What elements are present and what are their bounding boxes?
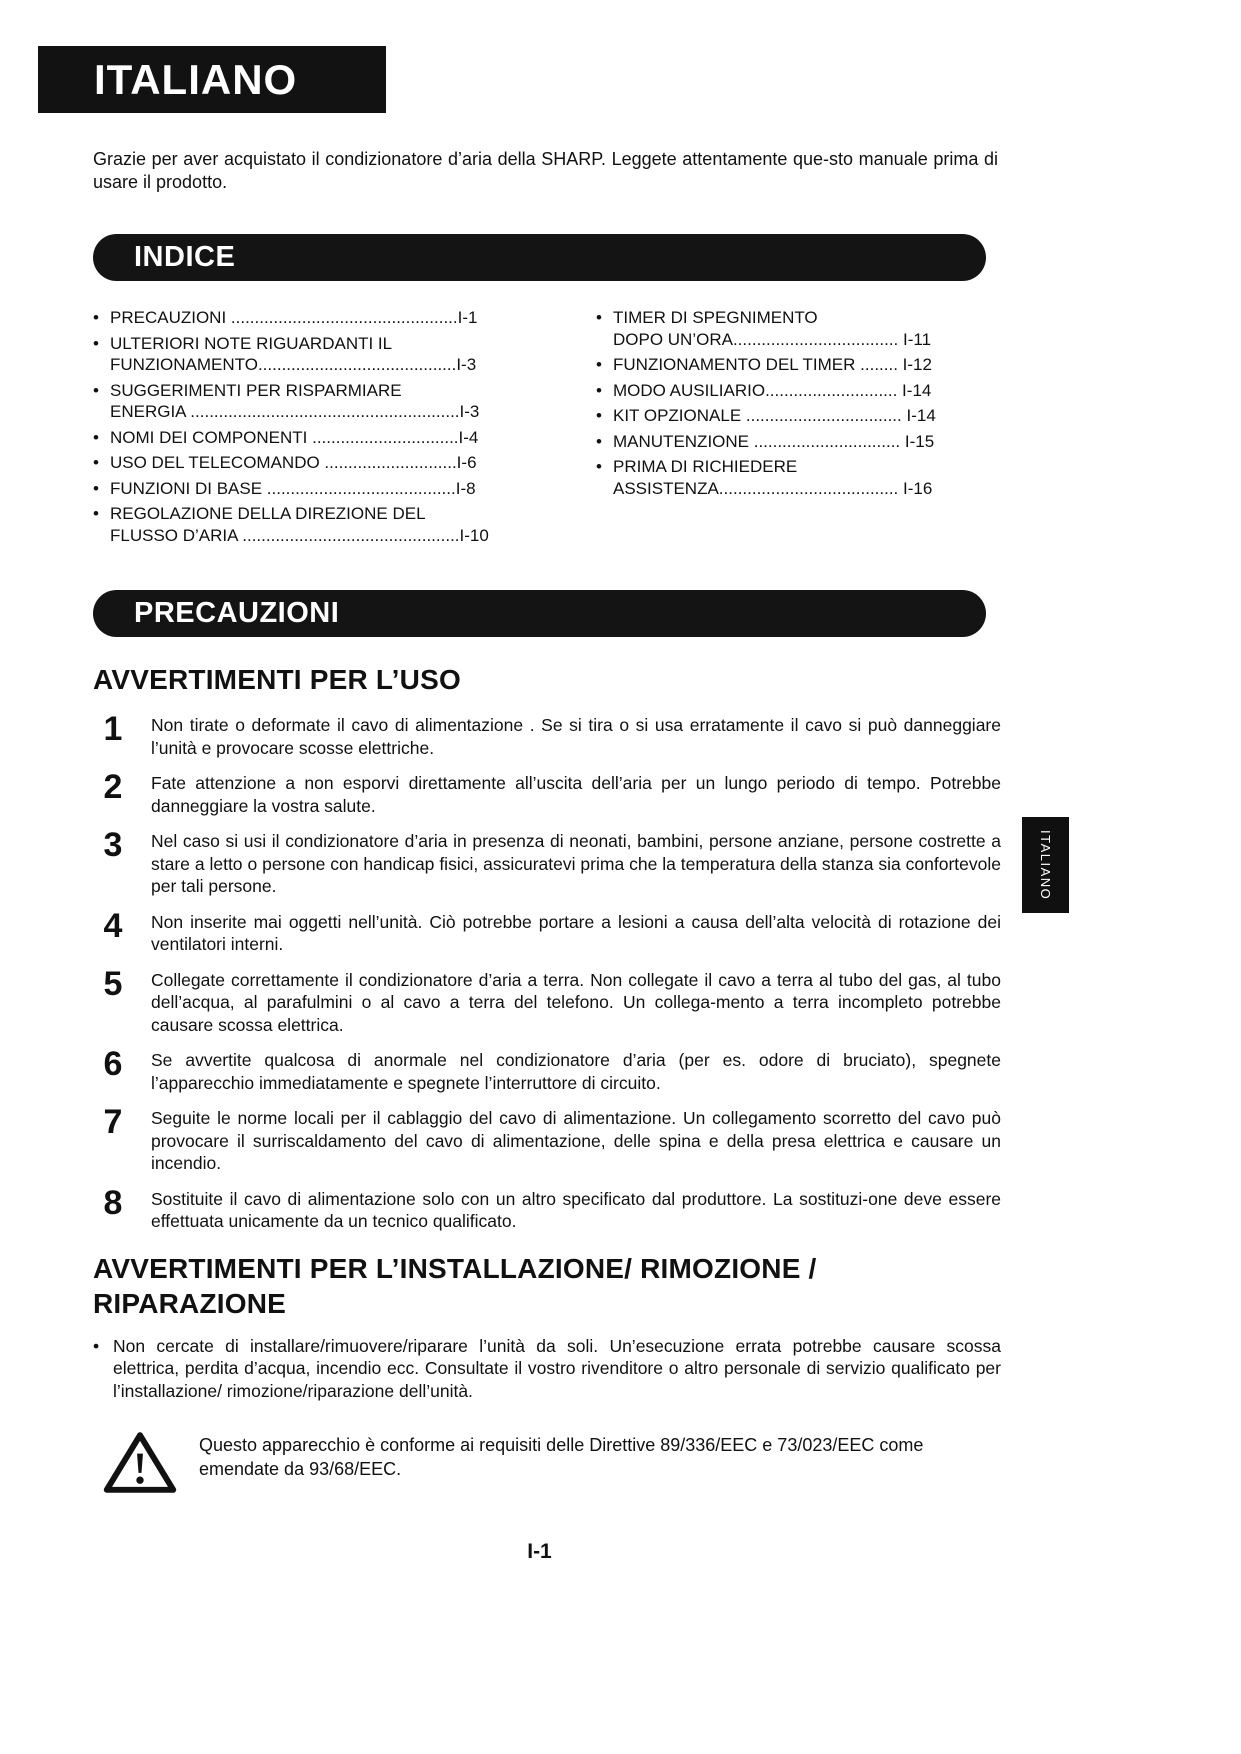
toc-right-column <box>596 307 996 550</box>
toc-line: ENERGIA .........................................................I-3 <box>110 402 480 421</box>
toc-line: PRECAUZIONI ................................................I-1 <box>110 308 478 327</box>
toc-item-timer-spegnimento <box>596 307 996 350</box>
precaution-item-4 <box>93 906 1001 956</box>
precaution-text: Seguite le norme locali per il cablaggio del cavo di alimentazione. Un collegamento scorretto del cavo può provocare il surriscaldamento del cavo di alimentazione, delle spina e della presa elettrica e causare un incendio. <box>151 1108 1001 1173</box>
precaution-item-8 <box>93 1183 1001 1233</box>
toc-item-kit-opzionale <box>596 405 996 427</box>
install-warning-paragraph <box>93 1335 1001 1403</box>
language-banner-label: ITALIANO <box>94 55 298 103</box>
side-tab-label: ITALIANO <box>1038 829 1053 901</box>
toc-line: REGOLAZIONE DELLA DIREZIONE DEL <box>110 504 426 523</box>
toc-text <box>110 427 596 449</box>
toc-line: FLUSSO D’ARIA ..............................................I-10 <box>110 525 489 545</box>
precaution-text: Nel caso si usi il condizionatore d’aria in presenza di neonati, bambini, persone anziane, persone costrette a stare a letto o persone con handicap fisici, assicuratevi prima che la temperatura della stanza sia confortevole per tali persone. <box>151 831 1001 896</box>
precaution-number: 3 <box>103 826 123 864</box>
indice-section-bar <box>93 234 986 281</box>
bullet-icon: • <box>93 380 99 400</box>
toc-text <box>110 452 596 474</box>
toc-line: FUNZIONAMENTO..........................................I-3 <box>110 355 477 374</box>
toc-text <box>613 456 996 499</box>
toc-line: MANUTENZIONE ............................... I-15 <box>613 431 935 451</box>
bullet-icon: • <box>93 504 99 523</box>
toc-text <box>110 333 596 376</box>
precaution-item-2 <box>93 768 1001 817</box>
toc-item-funzioni-base <box>93 478 596 500</box>
toc-text <box>613 307 996 350</box>
precaution-number: 4 <box>103 906 123 945</box>
toc-item-funzionamento-timer <box>596 354 996 376</box>
precaution-item-6 <box>93 1045 1001 1094</box>
toc-line: KIT OPZIONALE ................................. I-14 <box>613 406 936 425</box>
toc-line: NOMI DEI COMPONENTI ...............................I-4 <box>110 427 479 447</box>
bullet-icon: • <box>93 478 99 498</box>
bullet-icon: • <box>596 355 602 374</box>
toc-line: ULTERIORI NOTE RIGUARDANTI IL <box>110 333 393 353</box>
precaution-number: 1 <box>103 710 123 748</box>
toc-item-ulteriori-note <box>93 333 596 376</box>
bullet-icon: • <box>93 333 99 353</box>
precaution-item-5 <box>93 964 1001 1037</box>
bullet-icon: • <box>596 380 602 400</box>
toc-line: DOPO UN’ORA................................... I-11 <box>613 329 932 349</box>
precaution-number: 8 <box>103 1183 123 1222</box>
compliance-note <box>93 1430 1001 1500</box>
precaution-item-7 <box>93 1103 1001 1175</box>
precaution-number: 5 <box>103 964 123 1003</box>
bullet-icon: • <box>596 406 602 425</box>
precaution-item-3 <box>93 826 1001 898</box>
precaution-number: 7 <box>103 1103 123 1141</box>
toc-line: USO DEL TELECOMANDO ............................I-6 <box>110 453 477 472</box>
toc-item-modo-ausiliario <box>596 380 996 402</box>
bullet-icon: • <box>93 1335 100 1356</box>
intro-paragraph: Grazie per aver acquistato il condizionatore d’aria della SHARP. Leggete attentamente que-sto manuale prima di usare il prodotto. <box>93 149 998 192</box>
toc-line: SUGGERIMENTI PER RISPARMIARE <box>110 380 402 400</box>
warning-triangle-icon <box>103 1430 181 1500</box>
precaution-text: Fate attenzione a non esporvi direttamente all’uscita dell’aria per un lungo periodo di tempo. Potrebbe danneggiare la vostra salute. <box>151 773 1001 816</box>
toc-line: ASSISTENZA...................................... I-16 <box>613 478 933 498</box>
toc-text <box>613 380 996 402</box>
toc-left-column <box>93 307 596 550</box>
toc-item-regolazione-flusso <box>93 503 596 546</box>
page-content <box>93 148 1001 1564</box>
warning-triangle-svg <box>103 1430 177 1495</box>
toc-item-precauzioni <box>93 307 596 329</box>
compliance-text: Questo apparecchio è conforme ai requisiti delle Direttive 89/336/EEC e 73/023/EEC come emendate da 93/68/EEC. <box>199 1435 924 1479</box>
toc-text <box>613 354 996 376</box>
bullet-icon: • <box>596 308 602 327</box>
bullet-icon: • <box>93 308 99 327</box>
toc-line: TIMER DI SPEGNIMENTO <box>613 308 818 327</box>
precaution-number: 2 <box>103 768 123 806</box>
precauzioni-title: PRECAUZIONI <box>134 597 340 629</box>
toc-line: PRIMA DI RICHIEDERE <box>613 457 798 476</box>
toc-item-telecomando <box>93 452 596 474</box>
bullet-icon: • <box>596 457 602 476</box>
precaution-text: Se avvertite qualcosa di anormale nel condizionatore d’aria (per es. odore di bruciato), spegnete l’apparecchio immediatamente e spegnete l’interruttore di circuito. <box>151 1050 1001 1093</box>
toc-text <box>110 478 596 500</box>
toc-text <box>613 405 996 427</box>
install-heading: AVVERTIMENTI PER L’INSTALLAZIONE/ RIMOZIONE / RIPARAZIONE <box>93 1252 817 1319</box>
toc-item-prima-richiedere <box>596 456 996 499</box>
install-warning-text: Non cercate di installare/rimuovere/riparare l’unità da soli. Un’esecuzione errata potrebbe causare scossa elettrica, perdita d’acqua, incendio ecc. Consultate il vostro rivenditore o altro personale di servizio qualificato per l’installazione/ rimozione/riparazione dell’unità. <box>113 1335 1001 1401</box>
language-banner <box>38 46 386 113</box>
toc-item-manutenzione <box>596 431 996 453</box>
side-tab-italiano <box>1022 817 1069 913</box>
precaution-number: 6 <box>103 1045 123 1083</box>
bullet-icon: • <box>93 453 99 472</box>
toc-item-suggerimenti <box>93 380 596 423</box>
toc-text <box>110 503 596 546</box>
bullet-icon: • <box>93 427 99 447</box>
toc-line: FUNZIONI DI BASE ........................................I-8 <box>110 478 476 498</box>
toc-text <box>110 380 596 423</box>
precaution-text: Collegate correttamente il condizionatore d’aria a terra. Non collegate il cavo a terra al tubo del gas, al tubo dell’acqua, al parafulmini o al cavo a terra del telefono. Un collega-mento a terra incompleto potrebbe causare scossa elettrica. <box>151 969 1001 1035</box>
precaution-item-1 <box>93 710 1001 759</box>
table-of-contents <box>93 307 1001 550</box>
toc-line: FUNZIONAMENTO DEL TIMER ........ I-12 <box>613 355 932 374</box>
precaution-text: Sostituite il cavo di alimentazione solo con un altro specificato dal produttore. La sostituzi-one deve essere effettuata unicamente da un tecnico qualificato. <box>151 1188 1001 1231</box>
toc-text <box>613 431 996 453</box>
precaution-text: Non tirate o deformate il cavo di alimentazione . Se si tira o si usa erratamente il cavo si può danneggiare l’unità e provocare scosse elettriche. <box>151 715 1001 758</box>
precauzioni-section-bar <box>93 590 986 637</box>
indice-title: INDICE <box>134 241 236 273</box>
precaution-list <box>93 710 1001 1233</box>
toc-item-nomi-componenti <box>93 427 596 449</box>
bullet-icon: • <box>596 431 602 451</box>
toc-line: MODO AUSILIARIO............................ I-14 <box>613 380 932 400</box>
uso-heading: AVVERTIMENTI PER L’USO <box>93 664 461 695</box>
toc-text <box>110 307 596 329</box>
precaution-text: Non inserite mai oggetti nell’unità. Ciò potrebbe portare a lesioni a causa dell’alta velocità di rotazione dei ventilatori interni. <box>151 911 1001 954</box>
page-number: I-1 <box>527 1540 552 1563</box>
